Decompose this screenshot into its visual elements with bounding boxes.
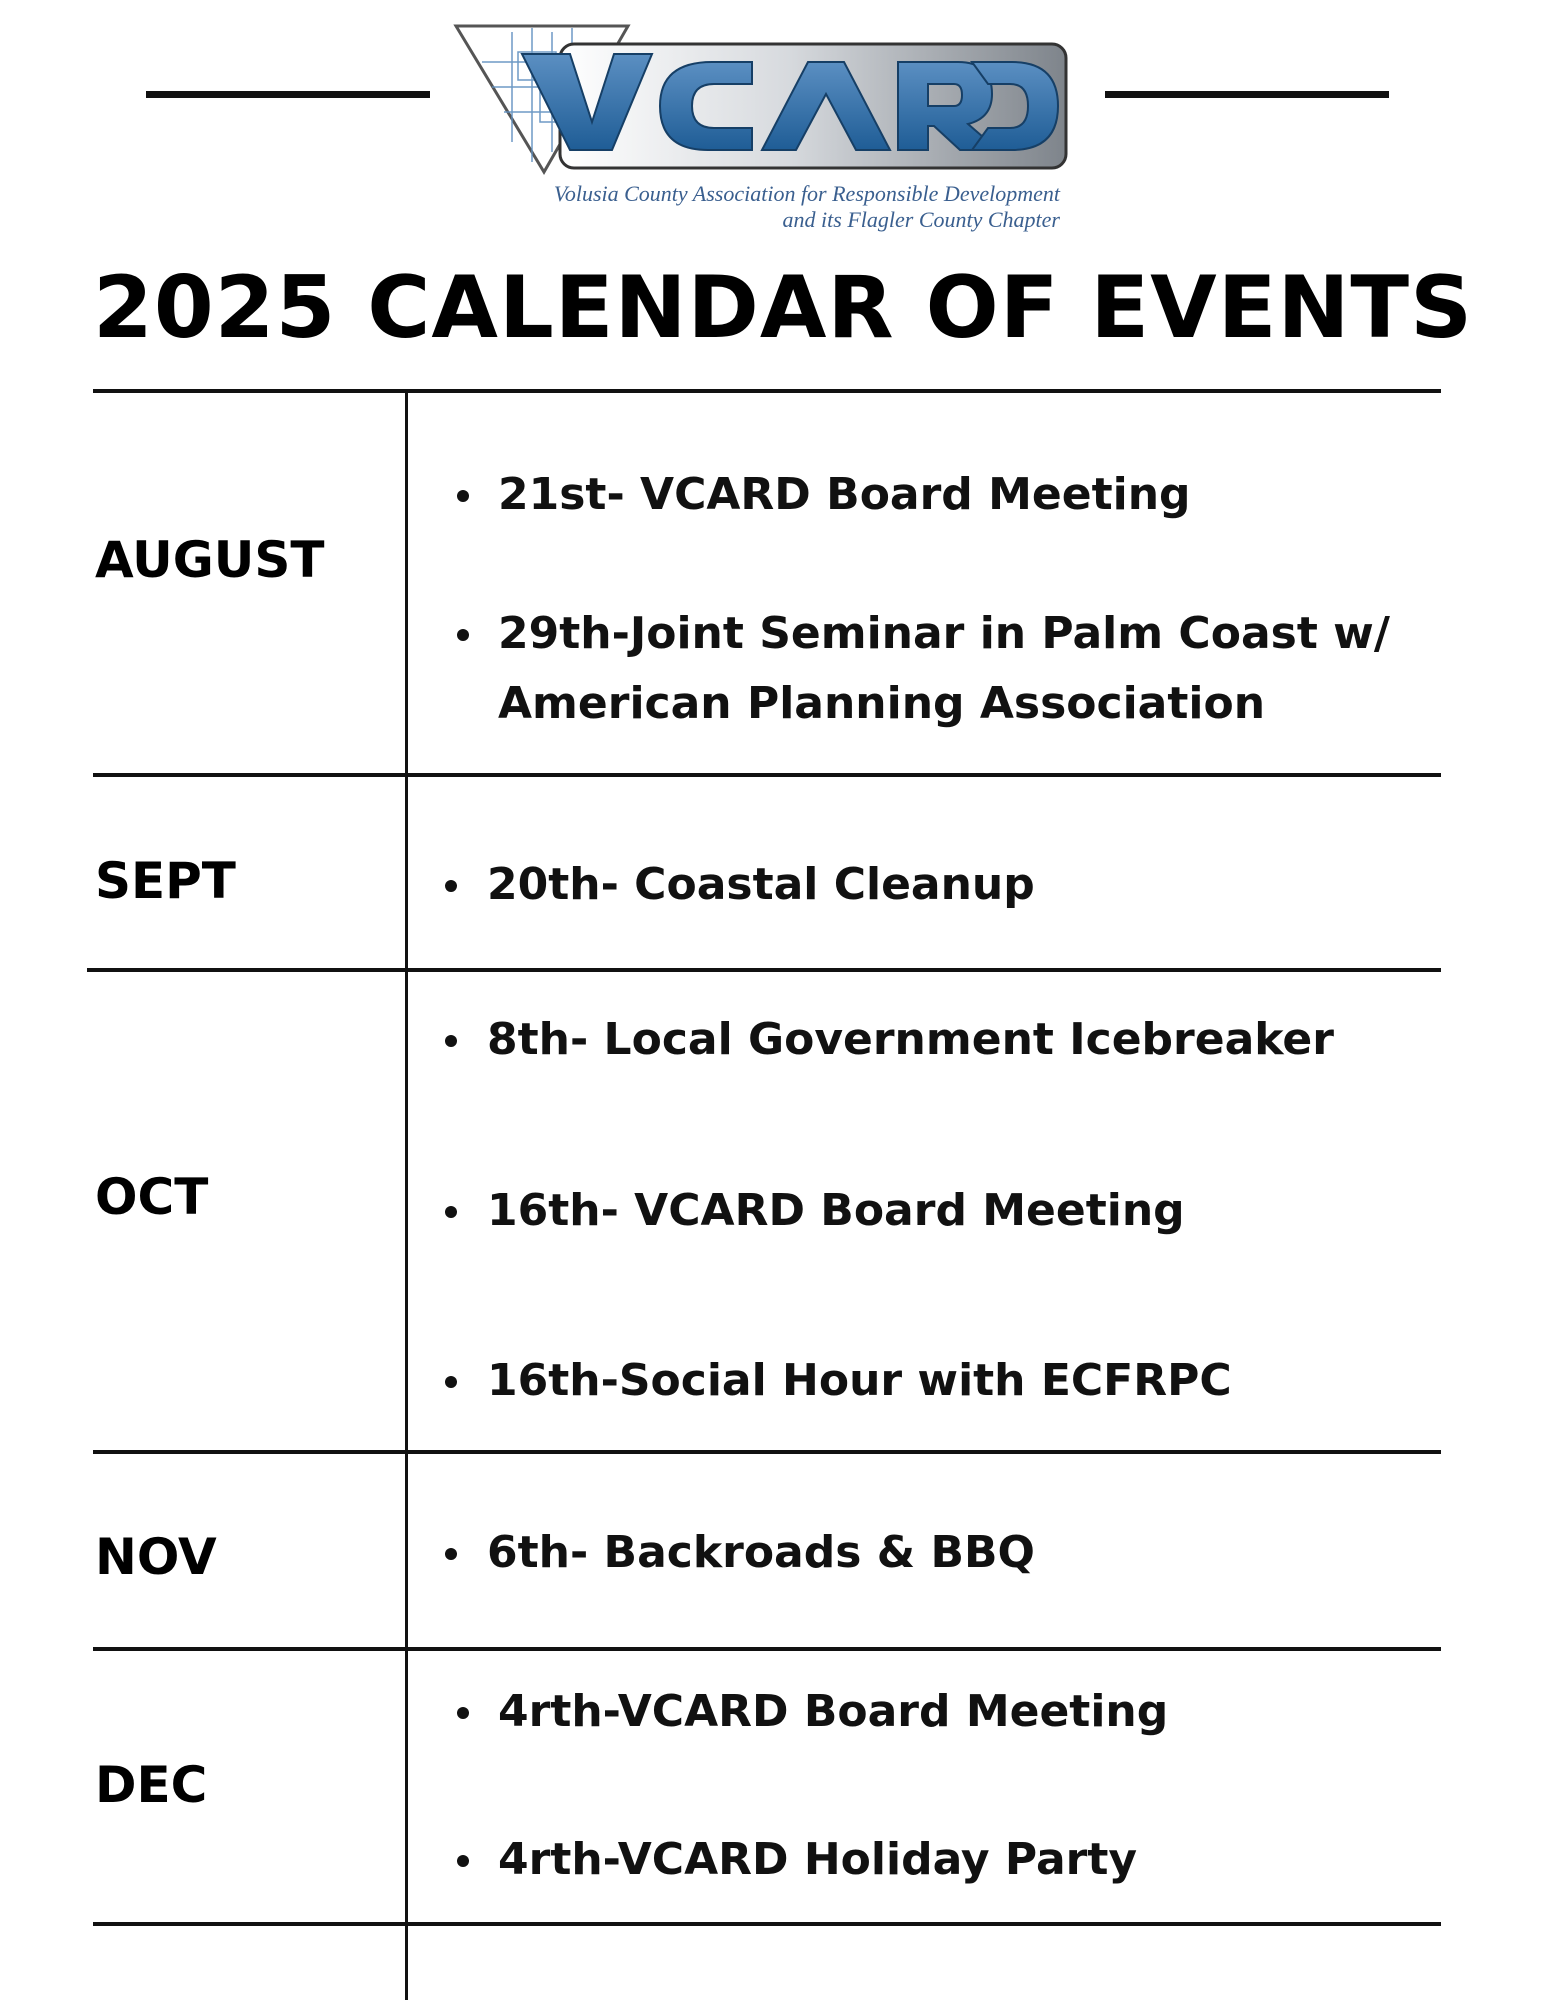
- bullet: [445, 1376, 457, 1388]
- row-divider-nov: [93, 1647, 1441, 1651]
- bullet: [445, 1548, 457, 1560]
- bullet: [445, 880, 457, 892]
- logo-tagline-line2: and its Flagler County Chapter: [782, 207, 1060, 232]
- event-item: 4rth-VCARD Board Meeting: [498, 1686, 1169, 1737]
- event-item: 21st- VCARD Board Meeting: [498, 469, 1191, 520]
- column-divider: [405, 391, 408, 2000]
- bullet: [457, 1855, 469, 1867]
- month-dec: DEC: [95, 1756, 208, 1814]
- event-item: 29th-Joint Seminar in Palm Coast w/: [498, 608, 1390, 659]
- logo-tagline-line1: Volusia County Association for Responsible Development: [553, 181, 1060, 206]
- row-divider-august: [93, 773, 1441, 777]
- bullet: [445, 1206, 457, 1218]
- event-item: 20th- Coastal Cleanup: [487, 859, 1035, 910]
- header-rule-right: [1105, 91, 1389, 98]
- event-item: 16th-Social Hour with ECFRPC: [487, 1355, 1232, 1406]
- header-rule-left: [146, 91, 430, 98]
- row-divider-oct: [93, 1450, 1441, 1454]
- month-sept: SEPT: [95, 852, 236, 910]
- event-item: 6th- Backroads & BBQ: [487, 1527, 1035, 1578]
- row-divider-dec: [93, 1922, 1441, 1926]
- event-item-continuation: American Planning Association: [498, 678, 1266, 729]
- event-item: 4rth-VCARD Holiday Party: [498, 1834, 1138, 1885]
- bullet: [457, 629, 469, 641]
- table-top-rule: [93, 389, 1441, 393]
- bullet: [457, 490, 469, 502]
- event-item: 8th- Local Government Icebreaker: [487, 1014, 1334, 1065]
- page-title: 2025 CALENDAR OF EVENTS: [93, 258, 1474, 358]
- bullet: [445, 1035, 457, 1047]
- row-divider-sept: [87, 968, 1441, 972]
- month-oct: OCT: [95, 1168, 209, 1226]
- month-nov: NOV: [95, 1528, 217, 1586]
- month-august: AUGUST: [95, 531, 325, 589]
- bullet: [457, 1707, 469, 1719]
- event-item: 16th- VCARD Board Meeting: [487, 1185, 1185, 1236]
